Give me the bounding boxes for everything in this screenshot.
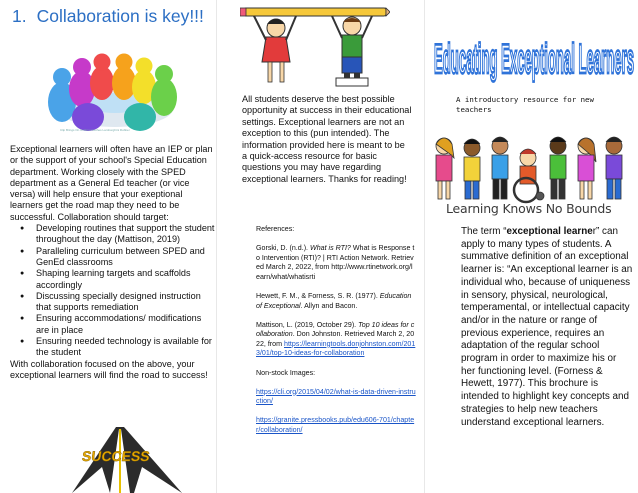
heading-number: 1.	[12, 6, 27, 26]
heading-text: Collaboration is key!!!	[36, 6, 204, 26]
ref-author: Mattison, L. (2019, October 29).	[256, 320, 359, 329]
ref-title: Top 10 ideas for collaboration	[256, 320, 415, 339]
references-section	[256, 225, 416, 445]
brochure-title: Educating Exceptional Learners	[434, 34, 634, 82]
reference-entry	[256, 292, 416, 311]
definition-text: r” can apply to many types of students. A summative definition of an exceptional learner is: “An exceptional learner is an individual who, because of uniqueness in sensory, physical, neurological, temperamental, or intellectual capacity and/or in the nature or range of previous experience, requires an adaptation of the regular school program in order to maximize his or her functioning level. (Forness & Hewett, 1977). This brochure is intended to highlight key concepts and strategies to help new teachers understand exceptional learners.	[461, 226, 633, 428]
definition-text: The term “	[461, 226, 507, 237]
nonstock-images-label: Non-stock Images:	[256, 368, 316, 377]
ref-title: What is RTI?	[310, 244, 351, 253]
list-item: ● Shaping learning targets and scaffolds accordingly	[10, 268, 216, 291]
collaboration-closing: With collaboration focused on the above, your exceptional learners will find the road to success!	[10, 358, 208, 380]
section-heading	[12, 6, 204, 27]
diverse-children-image	[428, 128, 638, 206]
collaboration-circle-image	[40, 47, 190, 139]
collaboration-body	[10, 144, 216, 381]
welcome-paragraph: All students deserve the best possible opportunity at success in their educational settings. Exceptional learners are not an exception to this (pun intended). The information provided here is meant to be a quick-access resource for basic questions you may have regarding exceptional learners. Thanks for reading!	[242, 94, 412, 184]
ref-details: What is Response to Intervention (RTI)? | RTI Action Network. Retrieved March 2, 2022, from http://www.rtinetwork.org/learn/what/whatisrti	[256, 244, 415, 281]
road-to-success-image	[72, 427, 182, 493]
image-source-link[interactable]: https://granite.pressbooks.pub/edu606-701/chapter/collaboration/	[256, 416, 415, 434]
exceptional-learner-definition	[461, 226, 633, 429]
ref-author: Hewett, F. M., & Forness, S. R. (1977).	[256, 291, 380, 300]
defined-term: exceptional learne	[506, 226, 593, 237]
ref-author: Gorski, D. (n.d.).	[256, 244, 310, 253]
reference-link[interactable]: https://learningtools.donjohnston.com/2013/01/top-10-ideas-for-collaboration	[256, 339, 416, 358]
list-item: ● Paralleling curriculum between SPED and GenEd classrooms	[10, 246, 216, 269]
ref-details: . Allyn and Bacon.	[300, 301, 358, 310]
success-label: SUCCESS	[81, 448, 151, 464]
list-item: ● Discussing specially designed instruction that supports remediation	[10, 291, 216, 314]
collaboration-intro: Exceptional learners will often have an IEP or plan or the support of your school's Special Education department. Working closely with the SPED department as a General Ed teacher (or vice versa) will help ensure that your exeptional learners get the road map they need to be successful. Collaboration should target:	[10, 144, 213, 222]
reference-entry	[256, 244, 416, 282]
ref-details: . Don Johnston. Retrieved March 2, 2022, from	[256, 330, 415, 348]
panel-divider	[424, 0, 425, 493]
brochure-subtitle: A introductory resource for new teachers	[456, 95, 594, 114]
references-label: References:	[256, 225, 295, 233]
tagline: Learning Knows No Bounds	[446, 201, 612, 216]
ref-title: Education of Exceptional	[256, 291, 412, 310]
collaboration-targets-list	[10, 223, 216, 359]
list-item: ● Ensuring accommodations/ modifications are in place	[10, 313, 216, 336]
panel-divider	[216, 0, 217, 493]
image-caption: Clip Brings On Uniform Clothes Lamborghini Rubber	[60, 128, 130, 132]
list-item: ● Ensuring needed technology is available for the student	[10, 336, 216, 359]
reference-entry	[256, 321, 416, 359]
image-source-link[interactable]: https://cli.org/2015/04/02/what-is-data-driven-instruction/	[256, 387, 416, 406]
list-item: ● Developing routines that support the student throughout the day (Mattison, 2019)	[10, 223, 216, 246]
children-holding-pencil-image	[240, 2, 390, 90]
brochure-title-art	[430, 10, 638, 90]
